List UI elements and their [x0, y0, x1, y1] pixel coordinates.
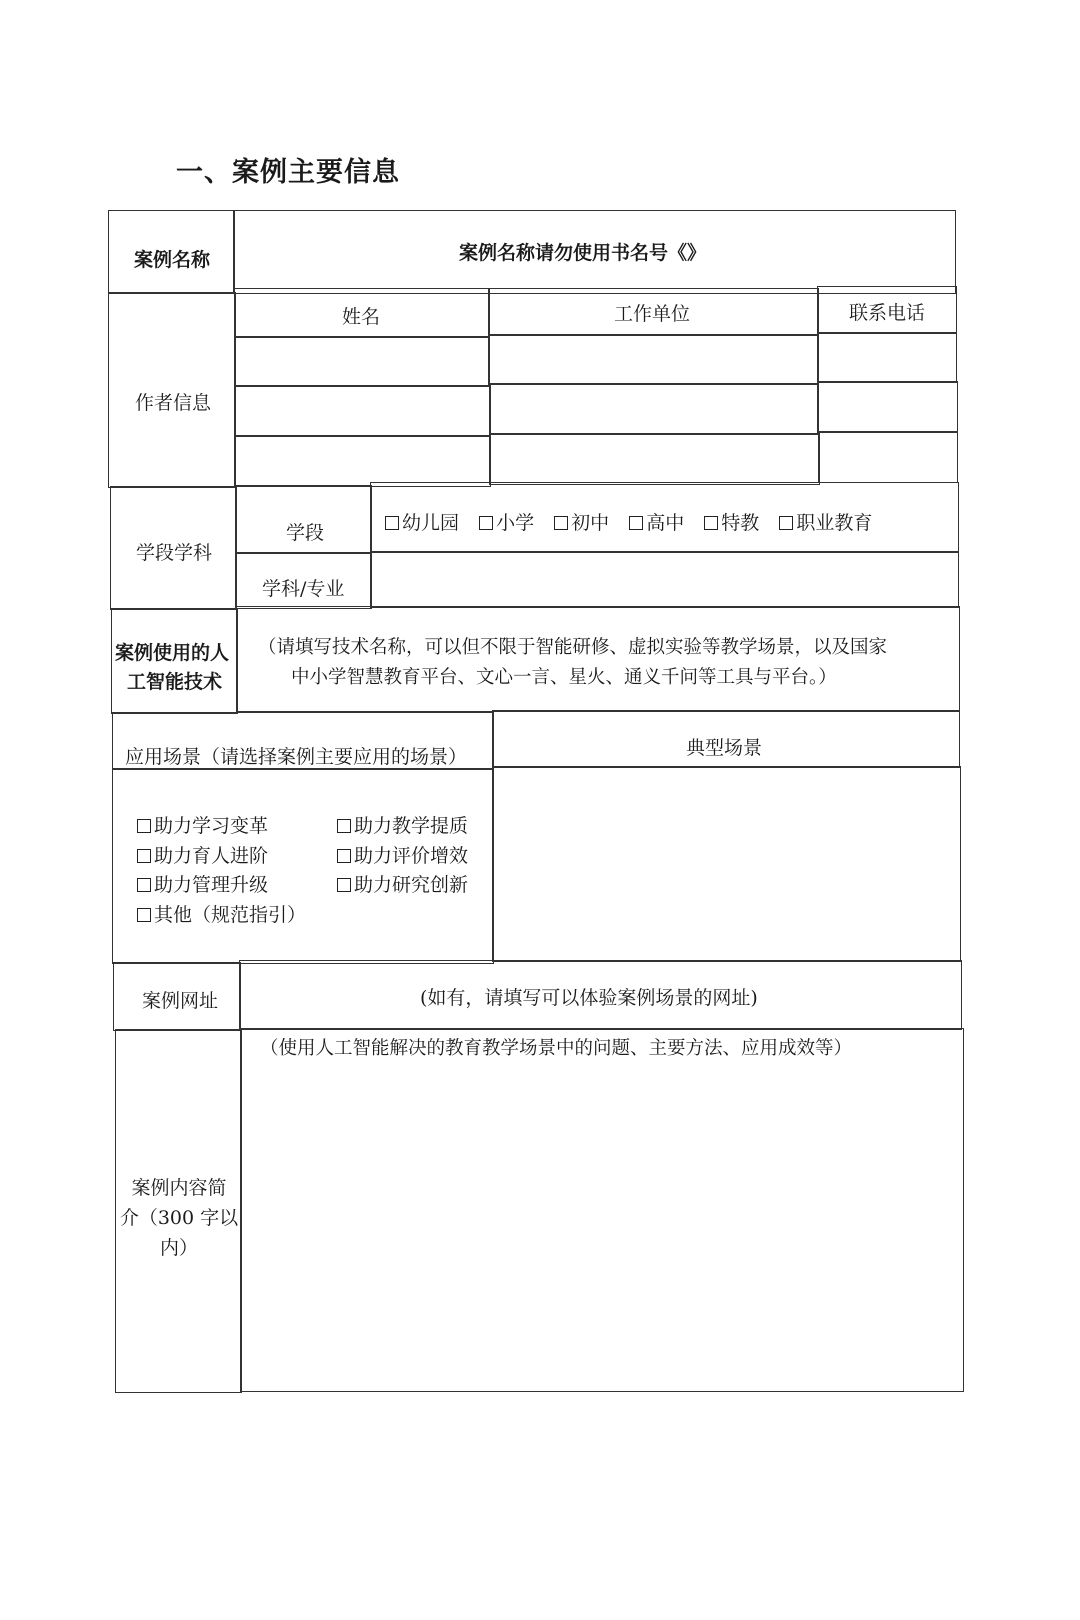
column-header-name: 姓名 — [342, 306, 381, 328]
cell-author-name-1[interactable] — [234, 336, 490, 387]
scene-option-evaluation[interactable]: 助力评价增效 — [337, 845, 468, 867]
cell-author-phone-1[interactable] — [817, 332, 957, 383]
stage-subject-label: 学段学科 — [136, 542, 213, 564]
summary-label: 案例内容简 介（300 字以 内） — [119, 1177, 239, 1259]
ai-tech-label-line1: 案例使用的人 — [115, 642, 230, 664]
stage-options — [385, 508, 872, 535]
stage-option-special[interactable]: 特教 — [704, 512, 759, 534]
checkbox-icon[interactable] — [704, 516, 718, 530]
cell-author-phone-3[interactable] — [818, 431, 958, 483]
checkbox-icon[interactable] — [337, 878, 351, 892]
case-url-hint: (如有，请填写可以体验案例场景的网址) — [420, 987, 758, 1009]
column-header-phone: 联系电话 — [849, 302, 926, 324]
cell-summary-value[interactable] — [240, 1028, 964, 1392]
author-info-label: 作者信息 — [135, 392, 212, 414]
scene-option-research[interactable]: 助力研究创新 — [337, 874, 468, 896]
subject-label: 学科/专业 — [262, 578, 345, 600]
checkbox-icon[interactable] — [554, 516, 568, 530]
cell-subject-value[interactable] — [370, 551, 959, 608]
typical-scenes-header: 典型场景 — [686, 737, 763, 759]
stage-option-kindergarten[interactable]: 幼儿园 — [385, 512, 459, 534]
checkbox-icon[interactable] — [385, 516, 399, 530]
scene-option-management[interactable]: 助力管理升级 — [137, 871, 337, 901]
case-url-label: 案例网址 — [142, 990, 219, 1012]
checkbox-icon[interactable] — [779, 516, 793, 530]
cell-ai-tech-value[interactable] — [236, 606, 960, 712]
scene-options — [137, 812, 468, 930]
case-name-label: 案例名称 — [134, 249, 211, 271]
stage-option-vocational[interactable]: 职业教育 — [779, 512, 872, 534]
checkbox-icon[interactable] — [479, 516, 493, 530]
checkbox-icon[interactable] — [337, 849, 351, 863]
scene-option-teaching[interactable]: 助力教学提质 — [337, 815, 468, 837]
section-title: 一、案例主要信息 — [176, 157, 400, 188]
scenes-header: 应用场景（请选择案例主要应用的场景） — [125, 746, 468, 768]
checkbox-icon[interactable] — [137, 908, 151, 922]
checkbox-icon[interactable] — [629, 516, 643, 530]
scene-option-other[interactable]: 其他（规范指引） — [137, 904, 306, 926]
ai-tech-label-line2: 工智能技术 — [127, 671, 223, 693]
ai-tech-hint-line1: （请填写技术名称，可以但不限于智能研修、虚拟实验等教学场景，以及国家 — [258, 637, 888, 658]
stage-label: 学段 — [286, 522, 325, 544]
cell-author-name-3[interactable] — [234, 435, 491, 487]
summary-hint: （使用人工智能解决的教育教学场景中的问题、主要方法、应用成效等） — [260, 1038, 853, 1059]
checkbox-icon[interactable] — [337, 819, 351, 833]
checkbox-icon[interactable] — [137, 849, 151, 863]
cell-author-unit-2[interactable] — [489, 383, 819, 435]
checkbox-icon[interactable] — [137, 819, 151, 833]
scene-option-nurturing[interactable]: 助力育人进阶 — [137, 842, 337, 872]
cell-author-name-2[interactable] — [234, 385, 491, 437]
case-name-hint: 案例名称请勿使用书名号《》 — [459, 242, 707, 264]
cell-author-unit-1[interactable] — [488, 334, 819, 385]
cell-author-phone-2[interactable] — [817, 381, 958, 433]
scene-option-learning[interactable]: 助力学习变革 — [137, 812, 337, 842]
checkbox-icon[interactable] — [137, 878, 151, 892]
stage-option-senior[interactable]: 高中 — [629, 512, 684, 534]
stage-option-primary[interactable]: 小学 — [479, 512, 534, 534]
cell-author-unit-3[interactable] — [489, 433, 820, 485]
column-header-unit: 工作单位 — [614, 303, 691, 325]
ai-tech-hint-line2: 中小学智慧教育平台、文心一言、星火、通义千问等工具与平台。） — [291, 667, 837, 688]
cell-typical-value[interactable] — [492, 766, 961, 962]
stage-option-junior[interactable]: 初中 — [554, 512, 609, 534]
